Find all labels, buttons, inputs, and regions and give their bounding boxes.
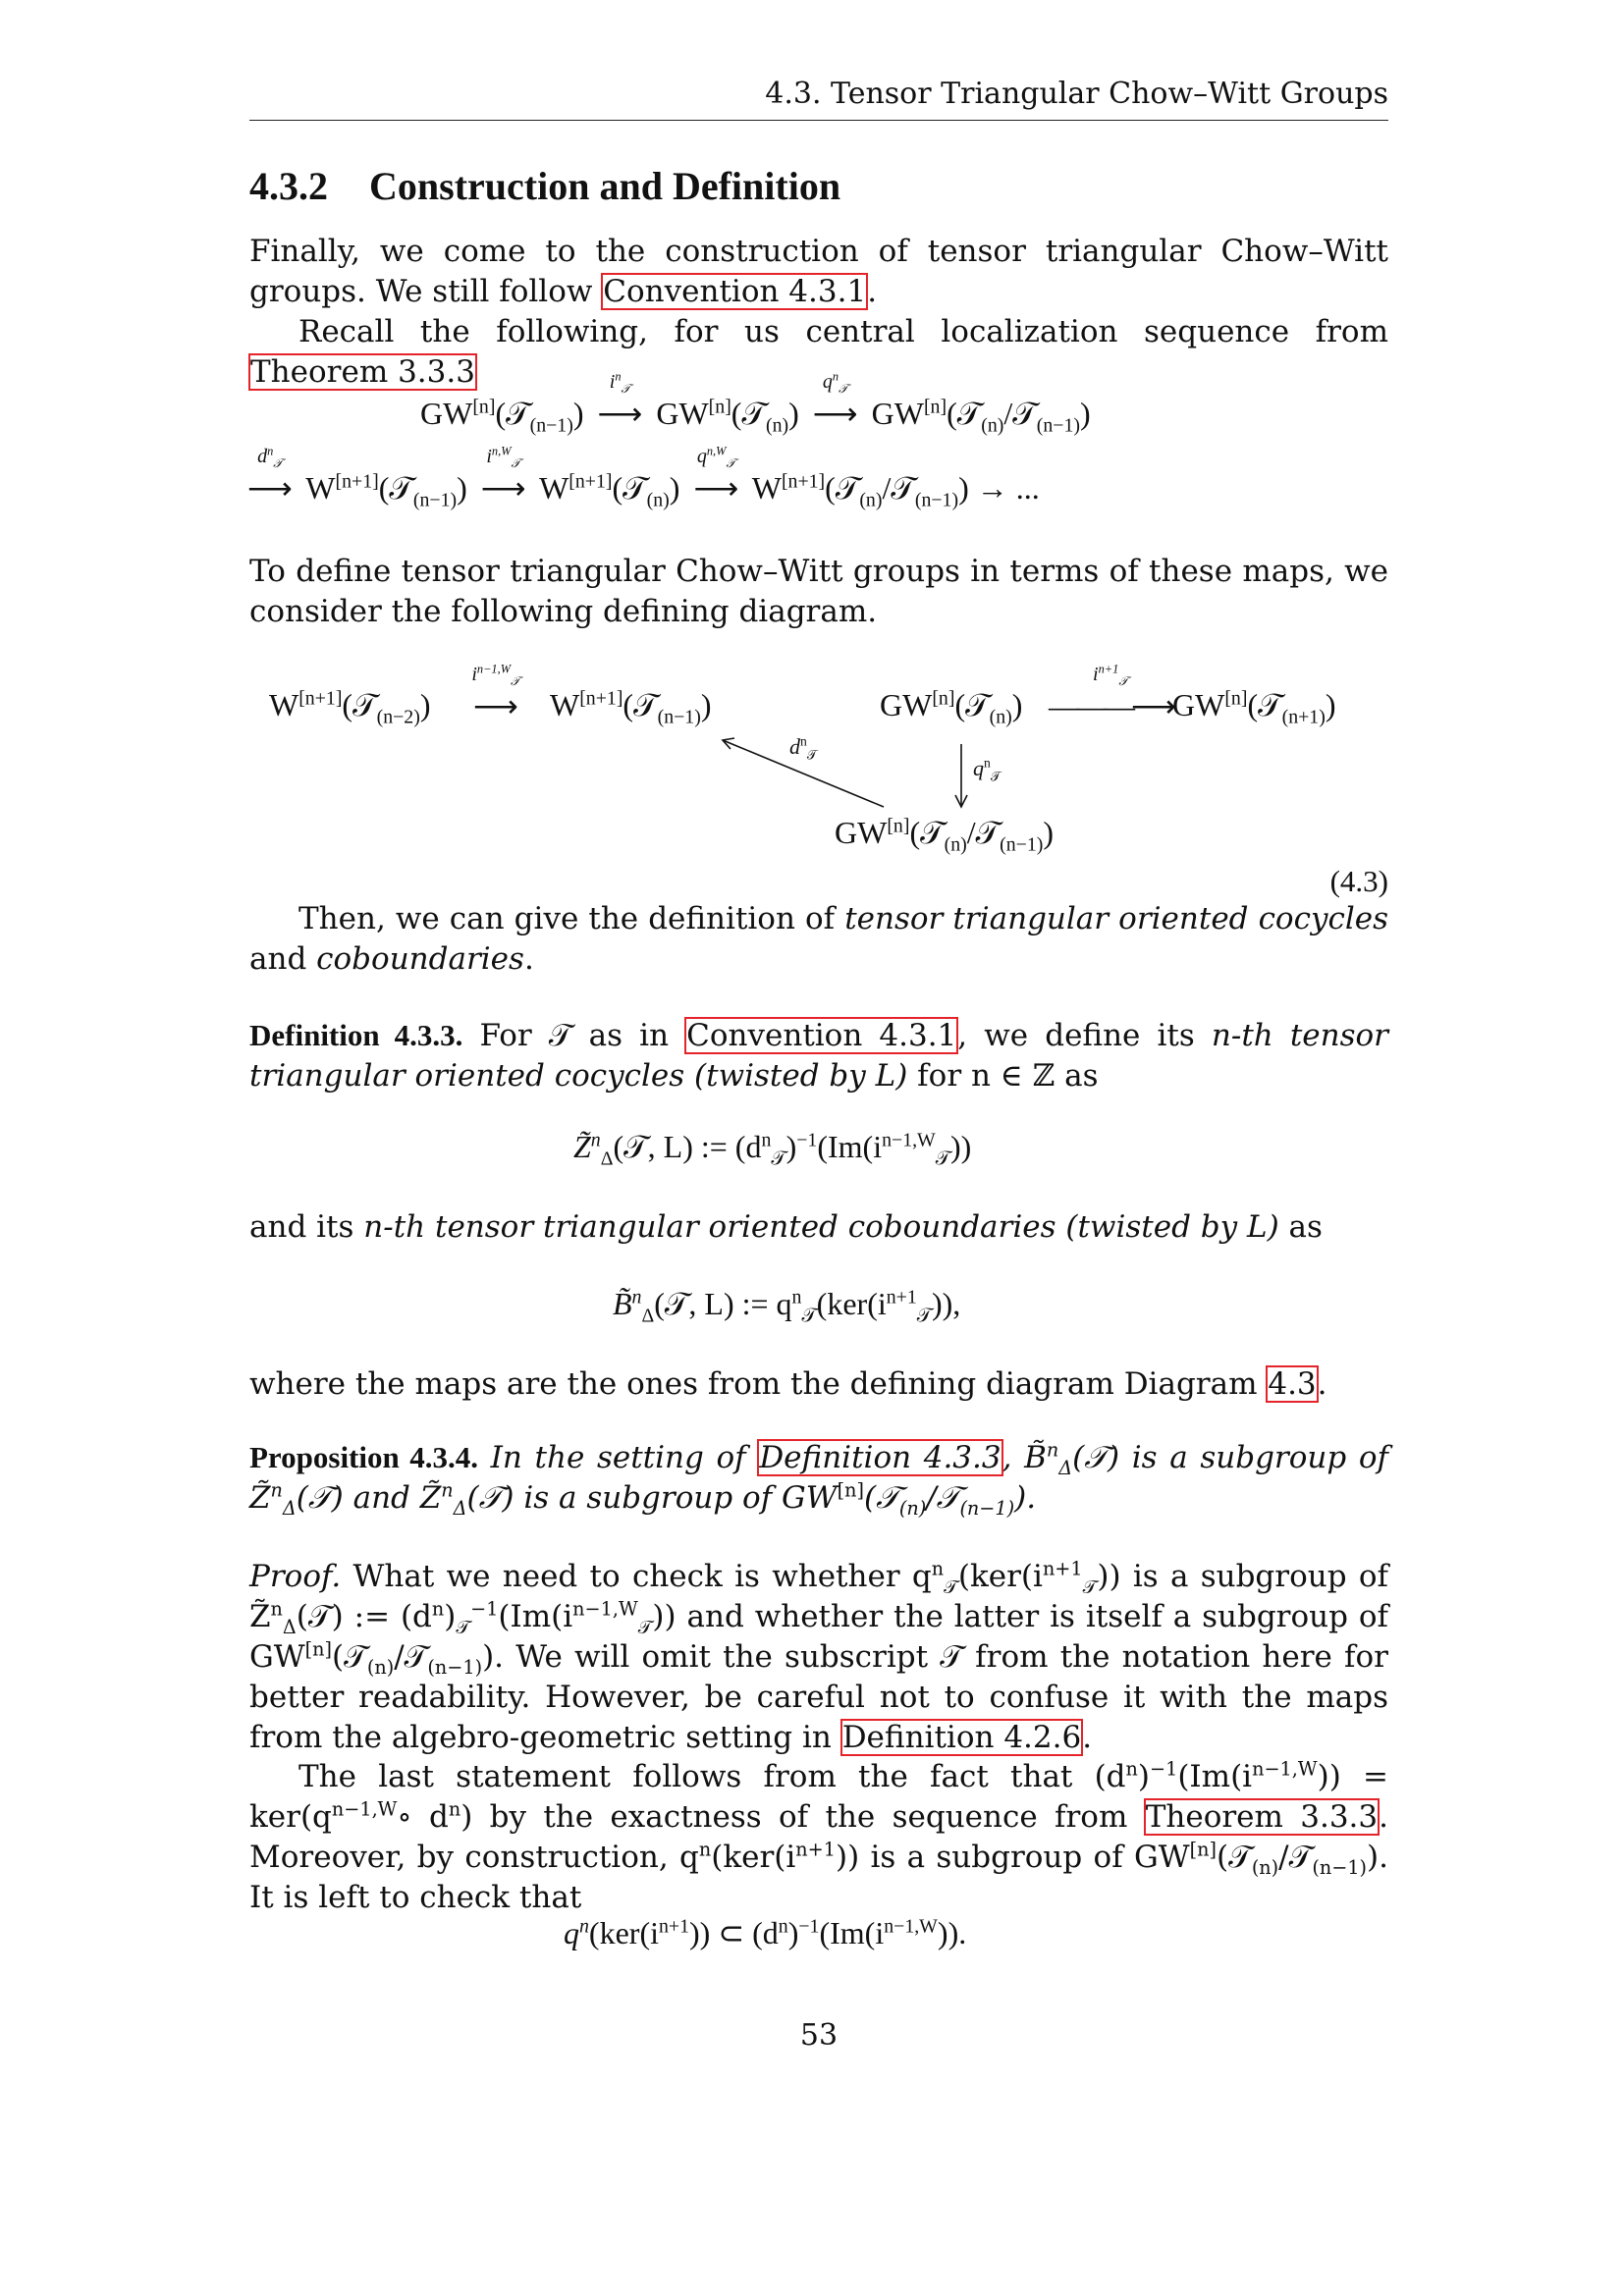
seq2-t-1: (𝒯 bbox=[378, 470, 413, 506]
header-rule bbox=[249, 120, 1388, 121]
arrow-d: $d^n_𝒯$ ⟶ bbox=[247, 444, 293, 506]
seq-sub-3: (n) bbox=[981, 414, 1004, 437]
da2-label: i bbox=[1093, 664, 1099, 685]
dn3-sup: [n] bbox=[932, 687, 955, 710]
intro-text-2: Recall the following, for us central localization sequence from bbox=[298, 314, 1388, 349]
proof-j: ). We will omit the subscript 𝒯 from the notation here for better readability. However, be careful not to confuse it with the maps from the algebro-geometric setting in bbox=[249, 1639, 1388, 1755]
proof2-b: ) bbox=[1137, 1759, 1151, 1794]
diagram-node-gw-quotient: GW[n](𝒯$_{(n)}$/𝒯$_{(n-1)}$) bbox=[835, 815, 1055, 856]
seq-sup-1: [n] bbox=[472, 396, 496, 418]
diagram-arrow-i-w: $i^{n-1,W}_𝒯$ ⟶ bbox=[471, 662, 520, 723]
seq2-t-3: (𝒯 bbox=[825, 470, 860, 506]
proof2-g: . Moreover, by construction, q bbox=[249, 1799, 1388, 1875]
section-title: Construction and Definition bbox=[369, 164, 841, 208]
eq1-dsub: 𝒯 bbox=[771, 1148, 786, 1170]
section-heading bbox=[249, 163, 840, 209]
arrow-i-sup: n bbox=[615, 369, 622, 384]
proof-sup4: n bbox=[431, 1597, 445, 1621]
seq2-tail: → ... bbox=[976, 470, 1040, 506]
eq1-rest2: ) bbox=[785, 1129, 797, 1164]
dn2-sub: (n−1) bbox=[657, 706, 701, 728]
paragraph-defining-diagram: To define tensor triangular Chow–Witt groups in terms of these maps, we consider the following defining diagram. bbox=[249, 554, 1388, 629]
def-e: as bbox=[1278, 1209, 1323, 1245]
proof2-j: (𝒯 bbox=[1216, 1840, 1252, 1875]
dn5-gw: GW bbox=[835, 815, 888, 850]
proof2-sup2: −1 bbox=[1150, 1757, 1178, 1781]
proof2-sup7: n+1 bbox=[795, 1838, 836, 1861]
proof2-sub1: (n) bbox=[1251, 1856, 1279, 1880]
sequence-row-2 bbox=[242, 444, 1040, 511]
proof-sup2: n+1 bbox=[1042, 1557, 1083, 1580]
arrow-q-sub: 𝒯 bbox=[839, 382, 848, 396]
proof-sup3: n bbox=[270, 1597, 283, 1621]
arrow-qw-sup: n,W bbox=[706, 444, 727, 458]
seq2-sup-2: [n+1] bbox=[568, 470, 613, 493]
link-theorem-333-proof[interactable]: Theorem 3.3.3 bbox=[1145, 1799, 1379, 1835]
dn4-t: 𝒯 bbox=[1258, 687, 1282, 722]
proof2-k: /𝒯 bbox=[1278, 1840, 1313, 1875]
def-it2: n-th tensor triangular oriented coboundaries (twisted by L) bbox=[363, 1209, 1279, 1245]
proof-sup1: n bbox=[931, 1557, 945, 1580]
proof-sub7: (n) bbox=[366, 1656, 395, 1680]
proof-paragraph-2 bbox=[249, 1757, 1388, 1918]
sequence-row-1 bbox=[420, 369, 1091, 437]
dn2-t: 𝒯 bbox=[633, 687, 658, 722]
seq-gw-2: GW bbox=[656, 396, 709, 431]
proof-sup5: −1 bbox=[470, 1597, 499, 1621]
arrow-iw-label: i bbox=[486, 446, 492, 467]
proof2-a: The last statement follows from the fact that (d bbox=[298, 1759, 1126, 1794]
proposition-4-3-4 bbox=[249, 1437, 1388, 1519]
eq3-sup5: n−1,W bbox=[884, 1915, 938, 1938]
proof-sub1: 𝒯 bbox=[944, 1575, 958, 1599]
seq2-sup-3: [n+1] bbox=[781, 470, 826, 493]
prop-sup4: [n] bbox=[837, 1478, 865, 1502]
proof2-f: ) by the exactness of the sequence from bbox=[460, 1799, 1145, 1835]
intro-text-1b: . bbox=[867, 274, 878, 309]
dl-q-sup: n bbox=[984, 755, 991, 771]
dn5-t2: 𝒯 bbox=[975, 815, 1001, 850]
eq2-isup: n+1 bbox=[886, 1286, 917, 1308]
dn4-sub: (n+1) bbox=[1281, 706, 1326, 728]
diagram-label-d bbox=[789, 733, 818, 763]
seq-sub-1: (n−1) bbox=[529, 414, 573, 437]
arrow-d-sup: n bbox=[267, 444, 274, 458]
def-a: For 𝒯 as in bbox=[462, 1018, 686, 1053]
p4-it: tensor triangular oriented cocycles bbox=[844, 901, 1388, 936]
seq2-paren-1: ) bbox=[457, 470, 467, 506]
seq2-w-3: W bbox=[751, 470, 782, 506]
diagram-node-gw-n1: GW[n](𝒯$_{(n+1)}$) bbox=[1172, 687, 1336, 728]
da2-sup: n+1 bbox=[1098, 662, 1119, 676]
page-number: 53 bbox=[799, 2018, 839, 2053]
def-d: and its bbox=[249, 1209, 364, 1245]
link-convention-431-def[interactable]: Convention 4.3.1 bbox=[686, 1018, 957, 1053]
seq2-sub-2: (n) bbox=[646, 489, 670, 511]
seq-sub-4: (n−1) bbox=[1036, 414, 1080, 437]
arrow-qw-sub: 𝒯 bbox=[726, 456, 735, 470]
da1-sup: n−1,W bbox=[476, 662, 512, 676]
arrow-q-sup: n bbox=[832, 369, 839, 384]
seq-paren-1: ) bbox=[572, 396, 584, 431]
eq3-sup2: n+1 bbox=[658, 1915, 689, 1938]
page bbox=[249, 0, 1388, 2296]
seq2-w-1: W bbox=[305, 470, 336, 506]
seq-gw-1: GW bbox=[420, 396, 473, 431]
seq-t-2: (𝒯 bbox=[731, 396, 766, 431]
proof-sub3: Δ bbox=[282, 1616, 297, 1639]
proof-i: /𝒯 bbox=[394, 1639, 428, 1675]
dn3-t: 𝒯 bbox=[965, 687, 990, 722]
diagram-label-q bbox=[973, 755, 1001, 784]
prop-e: (𝒯) is a subgroup of GW bbox=[466, 1480, 838, 1516]
dn5-sub1: (n) bbox=[944, 833, 967, 856]
paragraph-then bbox=[249, 899, 1388, 980]
prop-b: , B̃ bbox=[1001, 1440, 1047, 1475]
prop-f: (𝒯 bbox=[864, 1480, 899, 1516]
proof-b: (ker(i bbox=[957, 1559, 1043, 1594]
intro-text-1: Finally, we come to the construction of tensor triangular Chow–Witt groups. We still follow bbox=[249, 234, 1388, 309]
dn5-sub2: (n−1) bbox=[1000, 833, 1044, 856]
dn4-sup: [n] bbox=[1224, 687, 1248, 710]
prop-sub3: Δ bbox=[453, 1497, 467, 1521]
def-fa: where the maps are the ones from the defining diagram Diagram bbox=[249, 1366, 1268, 1402]
prop-h: ). bbox=[1014, 1480, 1037, 1516]
eq3-sup3: n bbox=[778, 1915, 788, 1938]
equation-inclusion bbox=[564, 1914, 966, 1951]
dn1-sub: (n−2) bbox=[376, 706, 420, 728]
proof2-sup4: n−1,W bbox=[331, 1797, 398, 1821]
dl-d-sub: 𝒯 bbox=[806, 747, 818, 763]
da1-sub: 𝒯 bbox=[511, 674, 520, 688]
dn2-w: W bbox=[550, 687, 580, 722]
eq3-sup1: n bbox=[579, 1915, 589, 1938]
proof-c: )) is a subgroup of Z̃ bbox=[249, 1559, 1389, 1634]
seq2-sub-3: (n) bbox=[859, 489, 883, 511]
definition-4-3-3 bbox=[249, 1015, 1388, 1096]
seq2-paren-2: ) bbox=[669, 470, 680, 506]
diagram-node-w-n1: W[n+1](𝒯$_{(n-1)}$) bbox=[550, 687, 712, 728]
running-head: 4.3. Tensor Triangular Chow–Witt Groups bbox=[765, 77, 1388, 111]
proof-sub8: (n−1) bbox=[427, 1656, 483, 1680]
prop-g: /𝒯 bbox=[926, 1480, 960, 1516]
proof2-e: ∘ d bbox=[397, 1799, 449, 1835]
eq2-rest3: )), bbox=[931, 1286, 961, 1321]
dn1-w: W bbox=[269, 687, 299, 722]
proof-label: Proof. bbox=[249, 1559, 342, 1594]
prop-sup2: n bbox=[270, 1478, 283, 1502]
eq2-qsup: n bbox=[791, 1286, 802, 1308]
prop-sub4: (n) bbox=[898, 1497, 927, 1521]
prop-sub5: (n−1) bbox=[959, 1497, 1015, 1521]
arrow-q-label: q bbox=[822, 371, 833, 393]
arrow-i-label: i bbox=[609, 371, 616, 393]
eq3-sup4: −1 bbox=[798, 1915, 820, 1938]
p4-c: . bbox=[523, 941, 534, 977]
eq3-f: )). bbox=[937, 1915, 967, 1950]
proof-sup7: [n] bbox=[304, 1637, 332, 1661]
da2-sub: 𝒯 bbox=[1118, 674, 1128, 688]
def-fb: . bbox=[1317, 1366, 1327, 1402]
arrow-q: $q^n_𝒯$ ⟶ bbox=[812, 369, 858, 431]
link-theorem-333[interactable]: Theorem 3.3.3 bbox=[250, 354, 475, 390]
dn5-t1: 𝒯 bbox=[920, 815, 945, 850]
dl-q: q bbox=[973, 756, 984, 780]
eq1-isup: n−1,W bbox=[882, 1129, 936, 1151]
eq2-b: B̃ bbox=[613, 1286, 632, 1321]
def-b: , we define its bbox=[957, 1018, 1212, 1053]
link-definition-433[interactable]: Definition 4.3.3 bbox=[759, 1440, 1001, 1475]
proof2-c: (Im(i bbox=[1177, 1759, 1253, 1794]
proof-g: )) and whether the latter is itself a subgroup of GW bbox=[249, 1599, 1389, 1675]
prop-c: (𝒯) is a subgroup of Z̃ bbox=[249, 1440, 1388, 1516]
arrow-i-sub: 𝒯 bbox=[621, 382, 631, 396]
proof-k: . bbox=[1082, 1720, 1093, 1755]
eq3-q: q bbox=[564, 1915, 579, 1950]
seq-t-3: (𝒯 bbox=[947, 396, 982, 431]
proof2-d: )) = ker(q bbox=[249, 1759, 1388, 1835]
link-diagram-43[interactable]: 4.3 bbox=[1268, 1366, 1317, 1402]
seq2-t-4: /𝒯 bbox=[882, 470, 915, 506]
seq2-w-2: W bbox=[539, 470, 569, 506]
eq1-z: Z̃ bbox=[573, 1129, 591, 1164]
proof-f: (Im(i bbox=[498, 1599, 573, 1634]
seq-sub-2: (n) bbox=[765, 414, 789, 437]
link-convention-431[interactable]: Convention 4.3.1 bbox=[603, 274, 867, 309]
eq1-rest4: )) bbox=[949, 1129, 972, 1164]
definition-coboundaries-text bbox=[249, 1207, 1388, 1248]
eq1-sub: Δ bbox=[600, 1148, 614, 1170]
equation-cocycles bbox=[573, 1129, 972, 1170]
seq-gw-3: GW bbox=[871, 396, 924, 431]
proof-sup6: n−1,W bbox=[572, 1597, 638, 1621]
eq2-rest: (𝒯, L) := q bbox=[654, 1286, 792, 1321]
p4-b: and bbox=[249, 941, 317, 977]
seq-paren-2: ) bbox=[788, 396, 799, 431]
definition-label: Definition 4.3.3. bbox=[249, 1018, 463, 1052]
dl-d: d bbox=[789, 734, 800, 759]
p4-it2: coboundaries bbox=[316, 941, 524, 977]
dn4-gw: GW bbox=[1172, 687, 1225, 722]
def-c: for n ∈ ℤ as bbox=[907, 1058, 1099, 1094]
proof-d: (𝒯) := (d bbox=[296, 1599, 432, 1634]
seq2-sub-1: (n−1) bbox=[412, 489, 458, 511]
seq-paren-3: ) bbox=[1079, 396, 1091, 431]
diagram-arrow-i: $i^{n+1}_𝒯$ ———⟶ bbox=[1049, 662, 1172, 723]
intro-paragraph bbox=[249, 232, 1388, 312]
proof2-i: )) is a subgroup of GW bbox=[835, 1840, 1190, 1875]
seq2-sub-4: (n−1) bbox=[914, 489, 959, 511]
proof-sub2: 𝒯 bbox=[1082, 1575, 1098, 1599]
proof2-sup5: n bbox=[448, 1797, 461, 1821]
dn1-sup: [n+1] bbox=[298, 687, 343, 710]
proof-e: ) bbox=[444, 1599, 457, 1634]
eq1-rest3: (Im(i bbox=[817, 1129, 883, 1164]
prop-d: (𝒯) and Z̃ bbox=[296, 1480, 442, 1516]
definition-remark bbox=[249, 1364, 1388, 1405]
arrow-i: $i^n_𝒯$ ⟶ bbox=[597, 369, 643, 431]
dl-q-sub: 𝒯 bbox=[990, 769, 1001, 784]
eq1-isub: 𝒯 bbox=[935, 1148, 950, 1170]
proof-sub4: 𝒯 bbox=[456, 1616, 471, 1639]
arrow-iw-sub: 𝒯 bbox=[511, 456, 521, 470]
arrow-q-w: $q^{n,W}_𝒯$ ⟶ bbox=[693, 444, 739, 506]
proof-h: (𝒯 bbox=[332, 1639, 367, 1675]
proof-sub6: 𝒯 bbox=[637, 1616, 653, 1639]
arrow-d-label: d bbox=[257, 446, 268, 467]
seq-sup-3: [n] bbox=[923, 396, 947, 418]
prop-sub1: Δ bbox=[1058, 1457, 1073, 1480]
seq-t-4: /𝒯 bbox=[1003, 396, 1037, 431]
dn5-sup: [n] bbox=[887, 815, 910, 837]
proof2-h: (ker(i bbox=[711, 1840, 796, 1875]
eq2-rest2: (ker(i bbox=[816, 1286, 887, 1321]
proof2-sup3: n−1,W bbox=[1252, 1757, 1318, 1781]
diagram-node-w-n2: W[n+1](𝒯$_{(n-2)}$) bbox=[269, 687, 431, 728]
dn3-sub: (n) bbox=[989, 706, 1012, 728]
seq2-paren-3: ) bbox=[958, 470, 969, 506]
diagram-node-gw-n: GW[n](𝒯$_{(n)}$) bbox=[880, 687, 1023, 728]
eq3-e: (Im(i bbox=[819, 1915, 885, 1950]
seq2-t-2: (𝒯 bbox=[612, 470, 647, 506]
proof2-sup8: [n] bbox=[1189, 1838, 1217, 1861]
seq-t-1: (𝒯 bbox=[495, 396, 530, 431]
def-it1: n-th tensor triangular oriented cocycles (twisted by L) bbox=[249, 1018, 1388, 1094]
eq1-rest: (𝒯, L) := (d bbox=[613, 1129, 762, 1164]
prop-sup1: n bbox=[1046, 1438, 1059, 1462]
prop-sub2: Δ bbox=[282, 1497, 297, 1521]
prop-a: In the setting of bbox=[478, 1440, 759, 1475]
dl-d-sup: n bbox=[800, 733, 807, 749]
eq2-sup: n bbox=[631, 1286, 642, 1308]
prop-sup3: n bbox=[441, 1478, 454, 1502]
p4-a: Then, we can give the definition of bbox=[298, 901, 845, 936]
eq2-sub: Δ bbox=[641, 1305, 655, 1327]
dn3-gw: GW bbox=[880, 687, 933, 722]
arrow-i-w: $i^{n,W}_𝒯$ ⟶ bbox=[480, 444, 526, 506]
proposition-label: Proposition 4.3.4. bbox=[249, 1440, 479, 1474]
proof-paragraph-1 bbox=[249, 1557, 1388, 1758]
proof-a: What we need to check is whether q bbox=[341, 1559, 932, 1594]
eq1-inv: −1 bbox=[796, 1129, 818, 1151]
proof2-sup1: n bbox=[1125, 1757, 1138, 1781]
equation-number: (4.3) bbox=[1329, 864, 1388, 898]
eq1-sup: n bbox=[590, 1129, 601, 1151]
arrow-qw-label: q bbox=[696, 446, 707, 467]
seq-sup-2: [n] bbox=[708, 396, 731, 418]
equation-coboundaries bbox=[613, 1286, 961, 1327]
dn2-sup: [n+1] bbox=[579, 687, 623, 710]
eq3-c: )) ⊂ (d bbox=[689, 1915, 779, 1950]
eq1-dsup: n bbox=[761, 1129, 772, 1151]
proof2-sub2: (n−1) bbox=[1312, 1856, 1368, 1880]
link-definition-426[interactable]: Definition 4.2.6 bbox=[841, 1720, 1082, 1755]
dn1-t: 𝒯 bbox=[352, 687, 377, 722]
section-number: 4.3.2 bbox=[249, 164, 328, 208]
eq3-b: (ker(i bbox=[588, 1915, 659, 1950]
eq2-isub: 𝒯 bbox=[916, 1305, 932, 1327]
arrow-iw-sup: n,W bbox=[491, 444, 512, 458]
proof2-sup6: n bbox=[698, 1838, 712, 1861]
eq3-d: ) bbox=[787, 1915, 799, 1950]
proof2-l: ). It is left to check that bbox=[249, 1840, 1388, 1915]
arrow-d-sub: 𝒯 bbox=[273, 456, 283, 470]
eq2-qsub: 𝒯 bbox=[801, 1305, 817, 1327]
da1-label: i bbox=[471, 664, 477, 685]
seq2-sup-1: [n+1] bbox=[335, 470, 379, 493]
